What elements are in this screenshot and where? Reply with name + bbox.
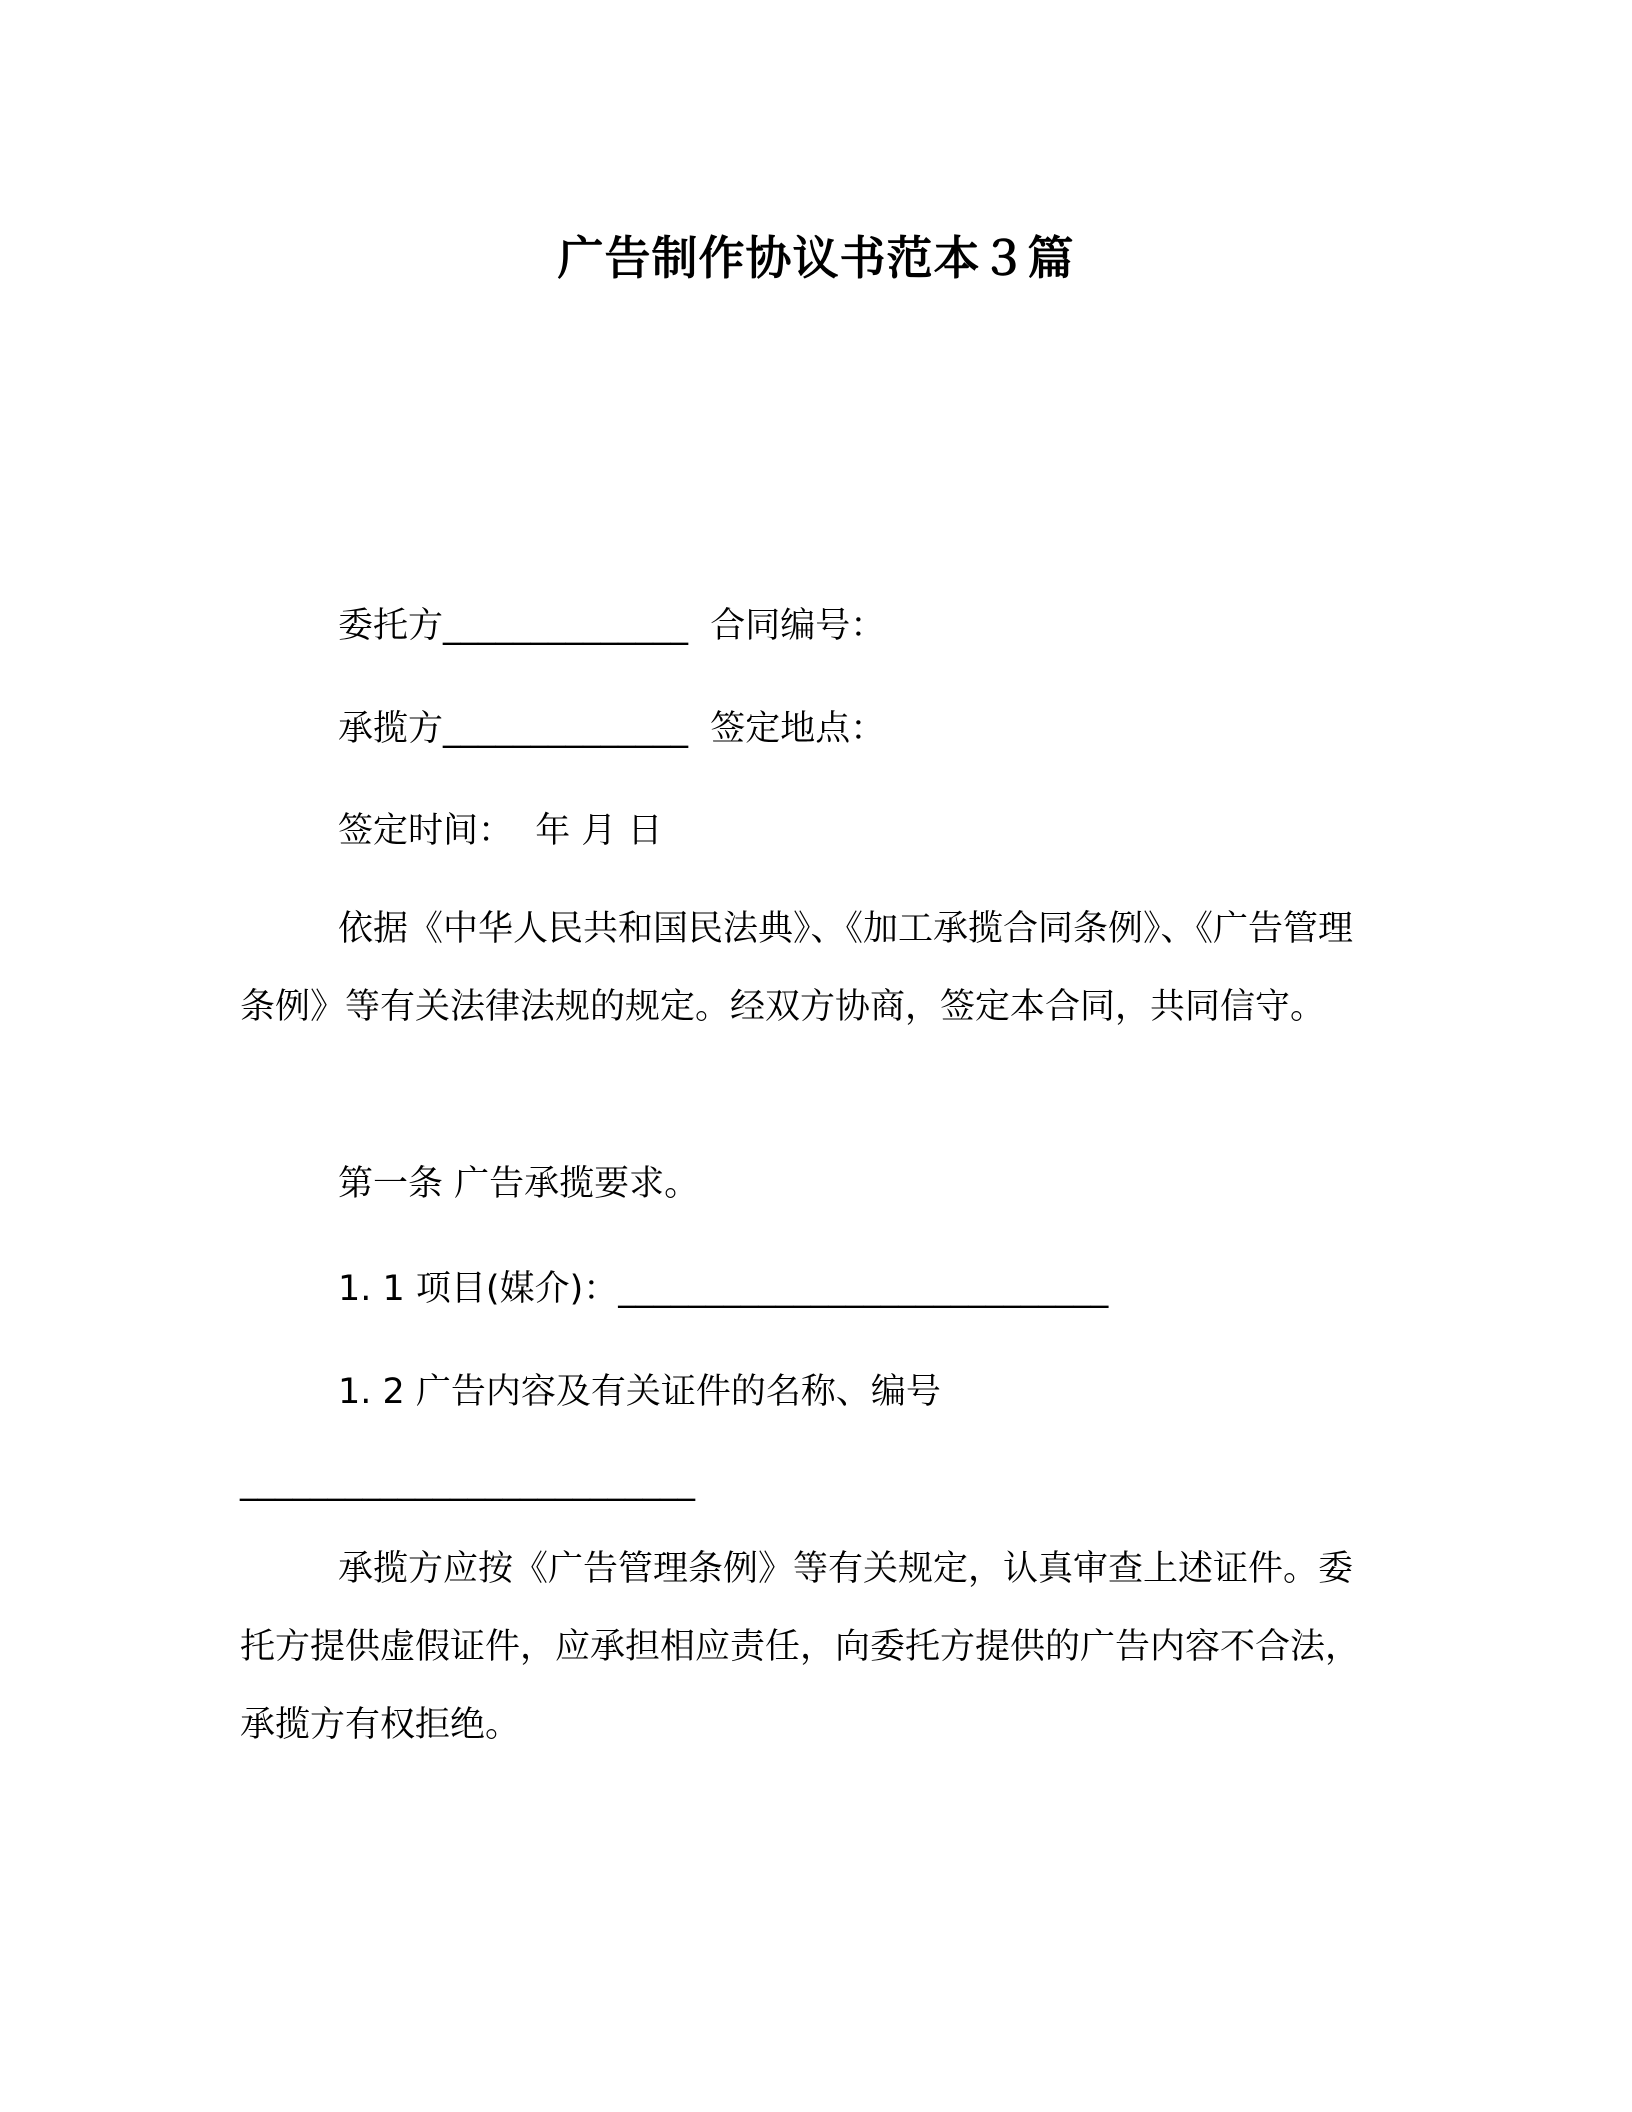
client-line: 委托方______________ 合同编号： (338, 606, 886, 646)
document-title: 广告制作协议书范本３篇 (557, 231, 1075, 285)
sign-time-line: 签定时间： 年 月 日 (338, 811, 663, 851)
item-1-1-line: 1. 1 项目(媒介)：____________________________ (338, 1269, 1109, 1309)
basis-paragraph: 依据《中华人民共和国民法典》、《加工承揽合同条例》、《广告管理条例》等有关法律法规的规定。经双方协商，签定本合同，共同信守。 (240, 909, 1354, 1027)
contractor-line: 承揽方______________ 签定地点： (338, 709, 886, 749)
blank-fill-line: __________________________ (240, 1462, 695, 1502)
article-1-heading: 第一条 广告承揽要求。 (338, 1164, 700, 1204)
item-1-2-line: 1. 2 广告内容及有关证件的名称、编号 (338, 1372, 941, 1412)
review-paragraph: 承揽方应按《广告管理条例》等有关规定，认真审查上述证件。委托方提供虚假证件，应承担相应责任，向委托方提供的广告内容不合法，承揽方有权拒绝。 (240, 1549, 1361, 1745)
